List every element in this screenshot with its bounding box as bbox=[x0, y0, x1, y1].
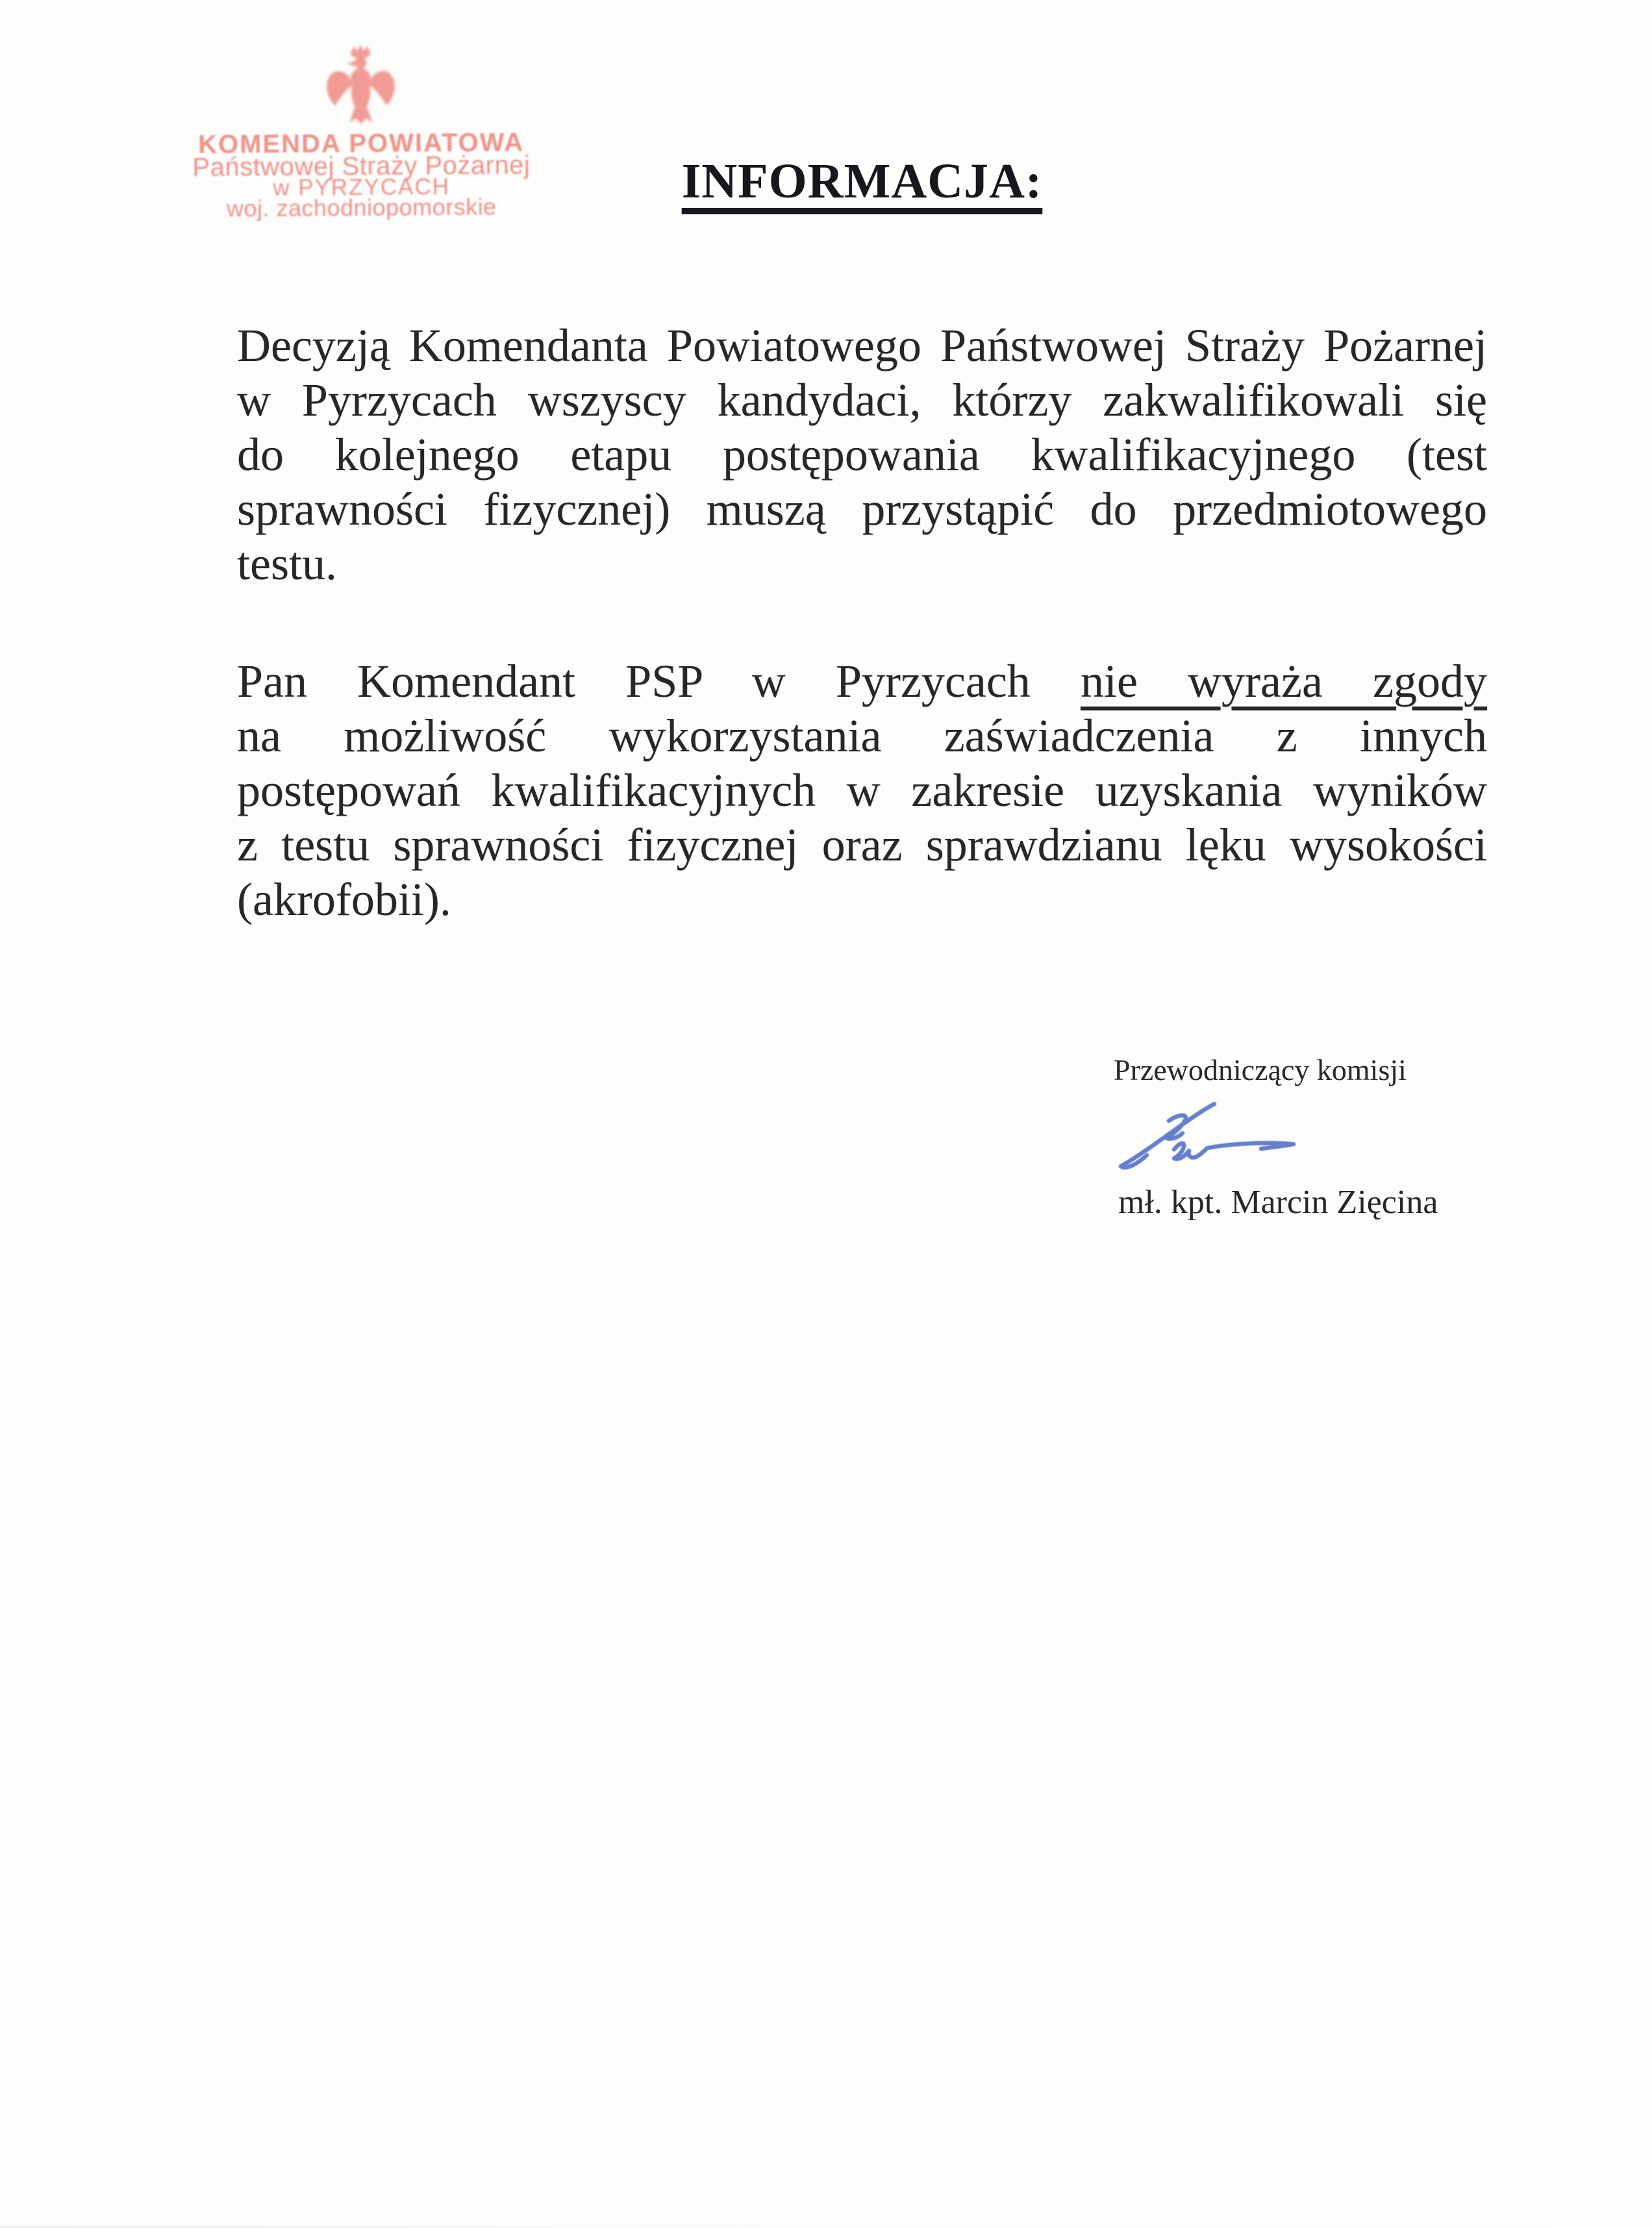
document-title bbox=[237, 153, 1487, 210]
text-line: na możliwość wykorzystania zaświadczenia z innych bbox=[237, 710, 1487, 762]
text-line: testu. bbox=[237, 538, 337, 590]
signature-name: mł. kpt. Marcin Zięcina bbox=[1118, 1184, 1438, 1221]
stamp-line-4: woj. zachodniopomorskie bbox=[226, 193, 497, 222]
text-line: w Pyrzycach wszyscy kandydaci, którzy zakwalifikowali się bbox=[237, 374, 1487, 426]
text-line: sprawności fizycznej) muszą przystąpić do przedmiotowego bbox=[237, 483, 1487, 535]
text-line: Pan Komendant PSP w Pyrzycach nie wyraża zgody bbox=[237, 655, 1488, 707]
text-line: Decyzją Komendanta Powiatowego Państwowej Straży Pożarnej bbox=[237, 319, 1487, 371]
stamp-eagle-icon bbox=[322, 43, 399, 129]
stamp-line-2: Państwowej Straży Pożarnej bbox=[192, 151, 531, 182]
paragraph-no-consent bbox=[237, 654, 1487, 927]
handwritten-signature bbox=[1112, 1099, 1303, 1180]
text-line: (akrofobii). bbox=[237, 873, 451, 925]
stamp-line-1: KOMENDA POWIATOWA bbox=[197, 128, 525, 159]
document-title-text: INFORMACJA: bbox=[681, 154, 1043, 208]
text-line: postępowań kwalifikacyjnych w zakresie uzyskania wyników bbox=[237, 764, 1487, 816]
text-line: do kolejnego etapu postępowania kwalifikacyjnego (test bbox=[237, 429, 1487, 481]
scan-edge-artifact bbox=[0, 2225, 1652, 2228]
signature-role: Przewodniczący komisji bbox=[1114, 1053, 1407, 1086]
paragraph-decision bbox=[237, 318, 1487, 591]
text-line: z testu sprawności fizycznej oraz sprawdzianu lęku wysokości bbox=[237, 819, 1487, 871]
stamp-line-3: w PYRZYCACH bbox=[273, 174, 451, 201]
